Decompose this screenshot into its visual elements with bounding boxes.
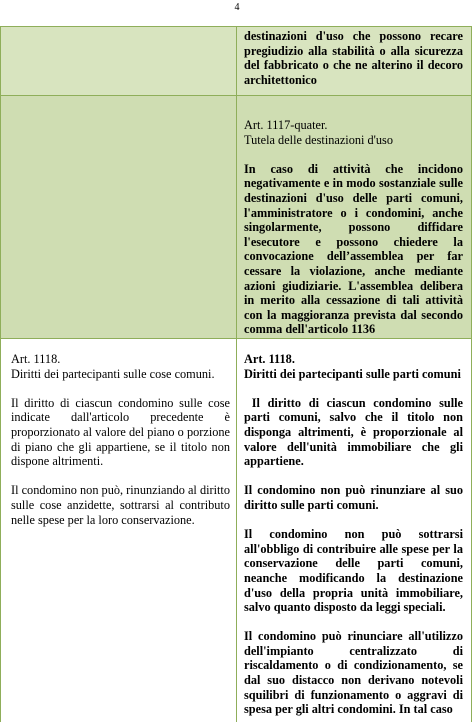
- table-cell: [237, 27, 471, 95]
- paragraph: destinazioni d'uso che possono recare pregiudizio alla stabilità o alla sicurezza del fabbricato o che ne alterino il decoro architettonico: [244, 29, 463, 87]
- paragraph: Il condomino non può, rinunziando al diritto sulle cose anzidette, sottrarsi al contributo nelle spese per la loro conservazione.: [11, 483, 230, 527]
- table-row: [1, 27, 471, 96]
- paragraph: Il diritto di ciascun condomino sulle parti comuni, salvo che il titolo non disponga altrimenti, è proporzionale al valore dell'unità immobiliare che gli appartiene.: [244, 395, 467, 469]
- paragraph: Il diritto di ciascun condomino sulle cose indicate dall'articolo precedente è proporzionato al valore del piano o porzione di piano che gli appartiene, se il titolo non dispone altrimenti.: [11, 395, 230, 469]
- table-row: [1, 96, 471, 339]
- paragraph: Il condomino può rinunciare all'utilizzo dell'impianto centralizzato di riscaldamento o di condizionamento, se dal suo distacco non derivano notevoli squilibri di funzionamento o aggravi di spesa per gli altri condomini. In tal caso: [244, 629, 463, 717]
- page-number: 4: [234, 2, 240, 13]
- table-row: [1, 339, 471, 722]
- table-cell-empty: [1, 96, 237, 338]
- table-cell: [237, 96, 471, 338]
- paragraph: In caso di attività che incidono negativamente e in modo sostanziale sulle destinazioni d'uso delle parti comuni, l'amministratore o i condomini, anche singolarmente, possono diffidare l'esecutore e possono chiedere la convocazione dell’assemblea per far cessare la violazione, anche mediante azioni giudiziarie. L'assemblea delibera in merito alla cessazione di tali attività con la maggioranza prevista dal secondo comma dell'articolo 1136: [244, 161, 463, 337]
- article-title: Diritti dei partecipanti sulle parti comuni: [244, 366, 461, 381]
- comparison-table: [0, 26, 472, 722]
- paragraph: Il condomino non può rinunziare al suo diritto sulle parti comuni.: [244, 483, 463, 512]
- article-number: Art. 1118.: [11, 352, 61, 366]
- article-number: Art. 1118.: [244, 352, 295, 366]
- article-title: Diritti dei partecipanti sulle cose comuni.: [11, 366, 215, 381]
- table-cell: [237, 339, 471, 722]
- paragraph: Il condomino non può sottrarsi all'obbligo di contribuire alle spese per la conservazione delle parti comuni, neanche modificando la destinazione d'uso della propria unità immobiliare, salvo quanto disposto da leggi speciali.: [244, 527, 463, 615]
- table-cell: [1, 339, 237, 722]
- table-cell-empty: [1, 27, 237, 95]
- article-number: Art. 1117-quater.: [244, 118, 328, 132]
- article-title: Tutela delle destinazioni d'uso: [244, 132, 393, 147]
